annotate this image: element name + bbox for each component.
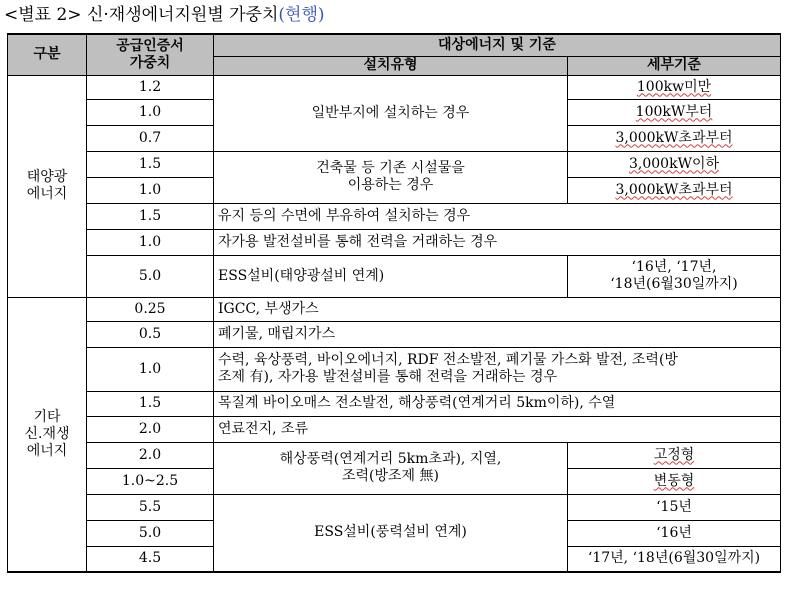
detail-cell: ‘16년 xyxy=(568,520,781,546)
energy-description: 폐기물, 매립지가스 xyxy=(214,321,781,347)
group-solar xyxy=(8,75,87,297)
document-title xyxy=(4,2,325,28)
table-row xyxy=(8,151,781,177)
weight-cell: 1.0 xyxy=(87,99,214,125)
detail-cell: ‘17년, ‘18년(6월30일까지) xyxy=(568,546,781,572)
energy-description-line: 수력, 육상풍력, 바이오에너지, RDF 전소발전, 폐기물 가스화 발전, 조력(방 xyxy=(218,352,678,368)
weight-cell: 5.5 xyxy=(87,494,214,520)
header-category: 구분 xyxy=(8,34,87,75)
table-row xyxy=(8,255,781,297)
table-row xyxy=(8,203,781,229)
group-label: 에너지 xyxy=(26,442,68,459)
energy-description-line: 조제 有), 자가용 발전설비를 통해 전력을 거래하는 경우 xyxy=(218,369,558,385)
install-type-line: 해상풍력(연계거리 5km초과), 지열, xyxy=(279,451,502,467)
header-target-energy: 대상에너지 및 기준 xyxy=(214,34,781,56)
install-type-water: 유지 등의 수면에 부유하여 설치하는 경우 xyxy=(214,203,781,229)
header-detail-criteria: 세부기준 xyxy=(568,56,781,75)
install-type-self-use: 자가용 발전설비를 통해 전력을 거래하는 경우 xyxy=(214,229,781,255)
weight-cell: 1.0 xyxy=(87,177,214,203)
detail-text: 3,000kW이하 xyxy=(629,155,720,172)
weight-cell: 1.5 xyxy=(87,391,214,416)
table-row xyxy=(8,347,781,391)
title-status: (현행) xyxy=(278,5,325,25)
energy-description: IGCC, 부생가스 xyxy=(214,297,781,321)
table-row xyxy=(8,416,781,442)
detail-text: 3,000kW초과부터 xyxy=(615,129,733,146)
detail-cell xyxy=(568,255,781,297)
weight-cell: 5.0 xyxy=(87,255,214,297)
header-install-type: 설치유형 xyxy=(214,56,568,75)
weight-cell: 5.0 xyxy=(87,520,214,546)
weight-cell: 2.0 xyxy=(87,416,214,442)
detail-text: 변동형 xyxy=(653,472,695,489)
detail-text: 100kW부터 xyxy=(635,103,713,120)
weight-table xyxy=(7,33,781,573)
group-other xyxy=(8,297,87,572)
weight-cell: 1.0 xyxy=(87,229,214,255)
detail-line: ‘16년, ‘17년, xyxy=(631,259,717,275)
group-label: 에너지 xyxy=(26,186,68,202)
detail-cell xyxy=(568,99,781,125)
table-row xyxy=(8,229,781,255)
energy-description xyxy=(214,347,781,391)
detail-line: ‘18년(6월30일까지) xyxy=(610,276,738,292)
install-type-general: 일반부지에 설치하는 경우 xyxy=(214,75,568,151)
header-weight-line2: 가중치 xyxy=(129,54,171,71)
weight-cell: 1.0 xyxy=(87,347,214,391)
install-type-line: 조력(방조제 無) xyxy=(342,468,439,484)
table-row xyxy=(8,494,781,520)
install-type-line: 건축물 등 기존 시설물을 xyxy=(316,160,465,176)
detail-cell xyxy=(568,468,781,494)
energy-description: 연료전지, 조류 xyxy=(214,416,781,442)
weight-cell: 0.7 xyxy=(87,125,214,151)
group-label: 기타 xyxy=(33,408,61,425)
install-type-ess-wind: ESS설비(풍력설비 연계) xyxy=(214,494,568,572)
detail-cell xyxy=(568,177,781,203)
table-row xyxy=(8,297,781,321)
group-label: 신.재생 xyxy=(24,425,70,442)
detail-cell xyxy=(568,75,781,99)
energy-description: 목질계 바이오매스 전소발전, 해상풍력(연계거리 5km이하), 수열 xyxy=(214,391,781,416)
detail-cell: ‘15년 xyxy=(568,494,781,520)
table-row xyxy=(8,442,781,468)
detail-text: 3,000kW초과부터 xyxy=(615,181,733,198)
table-row xyxy=(8,75,781,99)
weight-cell: 4.5 xyxy=(87,546,214,572)
weight-cell: 0.25 xyxy=(87,297,214,321)
detail-text: 고정형 xyxy=(653,446,695,463)
install-type-line: 이용하는 경우 xyxy=(347,177,434,193)
weight-cell: 1.0~2.5 xyxy=(87,468,214,494)
group-label: 태양광 xyxy=(26,169,68,185)
detail-cell xyxy=(568,442,781,468)
install-type-building xyxy=(214,151,568,203)
detail-cell xyxy=(568,151,781,177)
header-weight-line1: 공급인증서 xyxy=(116,37,184,54)
weight-cell: 1.2 xyxy=(87,75,214,99)
table-row xyxy=(8,321,781,347)
weight-cell: 1.5 xyxy=(87,151,214,177)
weight-cell: 2.0 xyxy=(87,442,214,468)
install-type-offshore xyxy=(214,442,568,494)
weight-cell: 1.5 xyxy=(87,203,214,229)
table-row xyxy=(8,391,781,416)
weight-cell: 0.5 xyxy=(87,321,214,347)
detail-text: 100kw미만 xyxy=(636,78,712,95)
title-main: <별표 2> 신·재생에너지원별 가중치 xyxy=(4,5,279,25)
header-weight xyxy=(87,34,214,75)
detail-cell xyxy=(568,125,781,151)
install-type-ess-solar: ESS설비(태양광설비 연계) xyxy=(214,255,568,297)
